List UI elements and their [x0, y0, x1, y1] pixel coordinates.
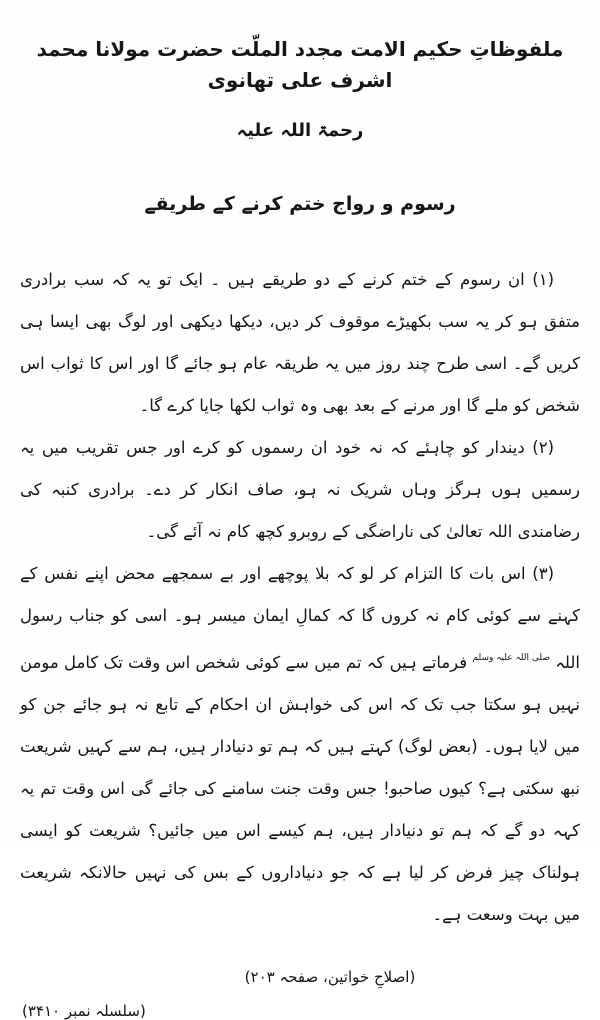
honorific-line: رحمۃ اللہ علیہ [236, 120, 364, 141]
paragraph-1: (۱) ان رسوم کے ختم کرنے کے دو طریقے ہیں ۔ ایک تو یہ کہ سب برادری متفق ہو کر یہ سب بکھیڑے موقوف کر دیں، دیکھا دیکھی اور لوگ بھی ایسا ہی کریں گے۔ اسی طرح چند روز میں یہ طریقہ عام ہو جائے گا اور اس کا ثواب اس شخص کو ملے گا اور مرنے کے بعد بھی وہ ثواب لکھا جایا کرے گا۔ [20, 270, 580, 415]
series-number: (سلسلہ نمبر ۳۴۱۰) [22, 1002, 146, 1020]
paragraph-3 [20, 553, 580, 936]
paragraph-3-text-start: (۳) اس بات کا التزام کر لو کہ بلا پوچھے اور بے سمجھے محض اپنے نفس کے کہنے سے کوئی کام نہ کروں گا کہ کمالِ ایمان میسر ہو۔ اسی کو جناب رسول اللہ [20, 564, 580, 672]
document-title: ملفوظاتِ حکیم الامت مجدد الملّت حضرت مولانا محمد اشرف علی تھانوی [36, 37, 564, 92]
paragraph-3-text-end: فرماتے ہیں کہ تم میں سے کوئی شخص اس وقت تک کامل مومن نہیں ہو سکتا جب تک کہ اس کی خواہش ان احکام کے تابع نہ ہو جائے جن کو میں لایا ہوں۔ (بعض لوگ) کہتے ہیں کہ ہم تو دنیادار ہیں، ہم سے کہیں شریعت نبھ سکتی ہے؟ کیوں صاحبو! جس وقت جنت سامنے کی جائے گی اس وقت تم یہ کہہ دو گے کہ ہم تو دنیادار ہیں، ہم کیسے اس میں جائیں؟ شریعت کو ایسی ہولناک چیز فرض کر لیا ہے کہ جو دنیاداروں کے بس کی نہیں حالانکہ شریعت میں بہت وسعت ہے۔ [20, 653, 580, 924]
paragraph-2: (۲) دیندار کو چاہئے کہ نہ خود ان رسموں کو کرے اور جس تقریب میں یہ رسمیں ہوں ہرگز وہاں شریک نہ ہو، صاف انکار کر دے۔ برادری کنبہ کی رضامندی اللہ تعالیٰ کی ناراضگی کے روبرو کچھ کام نہ آئے گی۔ [20, 438, 580, 541]
salawat-mark: صلی اللہ علیہ وسلم [472, 653, 550, 663]
source-reference: (اصلاحِ خواتین، صفحہ ۲۰۳) [244, 968, 416, 986]
body-text [20, 259, 580, 936]
section-heading: رسوم و رواج ختم کرنے کے طریقے [144, 193, 456, 215]
